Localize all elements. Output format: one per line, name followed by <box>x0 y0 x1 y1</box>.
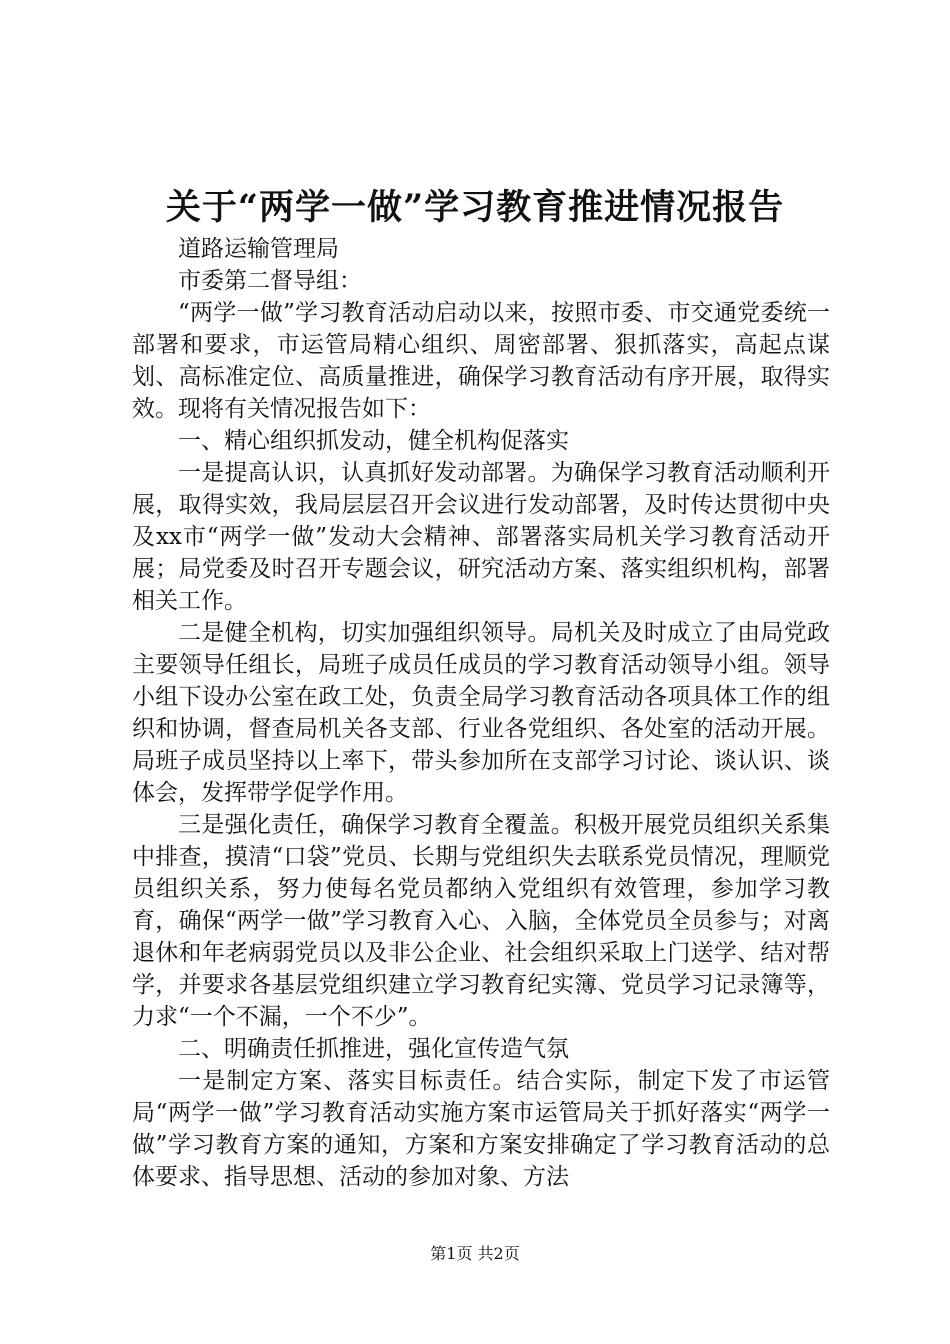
document-body <box>132 233 830 1193</box>
paragraph-2-1: 一是制定方案、落实目标责任。结合实际，制定下发了市运管局“两学一做”学习教育活动实施方案市运管局关于抓好落实“两学一做”学习教育方案的通知，方案和方案安排确定了学习教育活动的总体要求、指导思想、活动的参加对象、方法 <box>132 1068 830 1190</box>
paragraph-1-1: 一是提高认识，认真抓好发动部署。为确保学习教育活动顺利开展，取得实效，我局层层召开会议进行发动部署，及时传达贯彻中央及xx市“两学一做”发动大会精神、部署落实局机关学习教育活动开展；局党委及时召开专题会议，研究活动方案、落实组织机构，部署相关工作。 <box>132 460 830 614</box>
paragraph-1-3: 三是强化责任，确保学习教育全覆盖。积极开展党员组织关系集中排查，摸清“口袋”党员、长期与党组织失去联系党员情况，理顺党员组织关系，努力使每名党员都纳入党组织有效管理，参加学习教育，确保“两学一做”学习教育入心、入脑，全体党员全员参与；对离退休和年老病弱党员以及非公企业、社会组织采取上门送学、结对帮学，并要求各基层党组织建立学习教育纪实簿、党员学习记录簿等，力求“一个不漏，一个不少”。 <box>132 812 830 1030</box>
section-heading-2: 二、明确责任抓推进，强化宣传造气氛 <box>178 1036 569 1062</box>
paragraph-1-2: 二是健全机构，切实加强组织领导。局机关及时成立了由局党政主要领导任组长，局班子成员任成员的学习教育活动领导小组。领导小组下设办公室在政工处，负责全局学习教育活动各项具体工作的组织和协调，督查局机关各支部、行业各党组织、各处室的活动开展。局班子成员坚持以上率下，带头参加所在支部学习讨论、谈认识、谈体会，发挥带学促学作用。 <box>132 620 830 806</box>
section-heading-1: 一、精心组织抓发动，健全机构促落实 <box>178 428 569 454</box>
paragraph-recipient: 市委第二督导组： <box>178 268 362 294</box>
document-title: 关于“两学一做”学习教育推进情况报告 <box>165 187 785 228</box>
page-footer: 第1页 共2页 <box>430 1244 520 1263</box>
paragraph-organization: 道路运输管理局 <box>178 236 339 262</box>
paragraph-intro: “两学一做”学习教育活动启动以来，按照市委、市交通党委统一部署和要求，市运管局精心组织、周密部署、狠抓落实，高起点谋划、高标准定位、高质量推进，确保学习教育活动有序开展，取得实效。现将有关情况报告如下： <box>132 300 830 422</box>
